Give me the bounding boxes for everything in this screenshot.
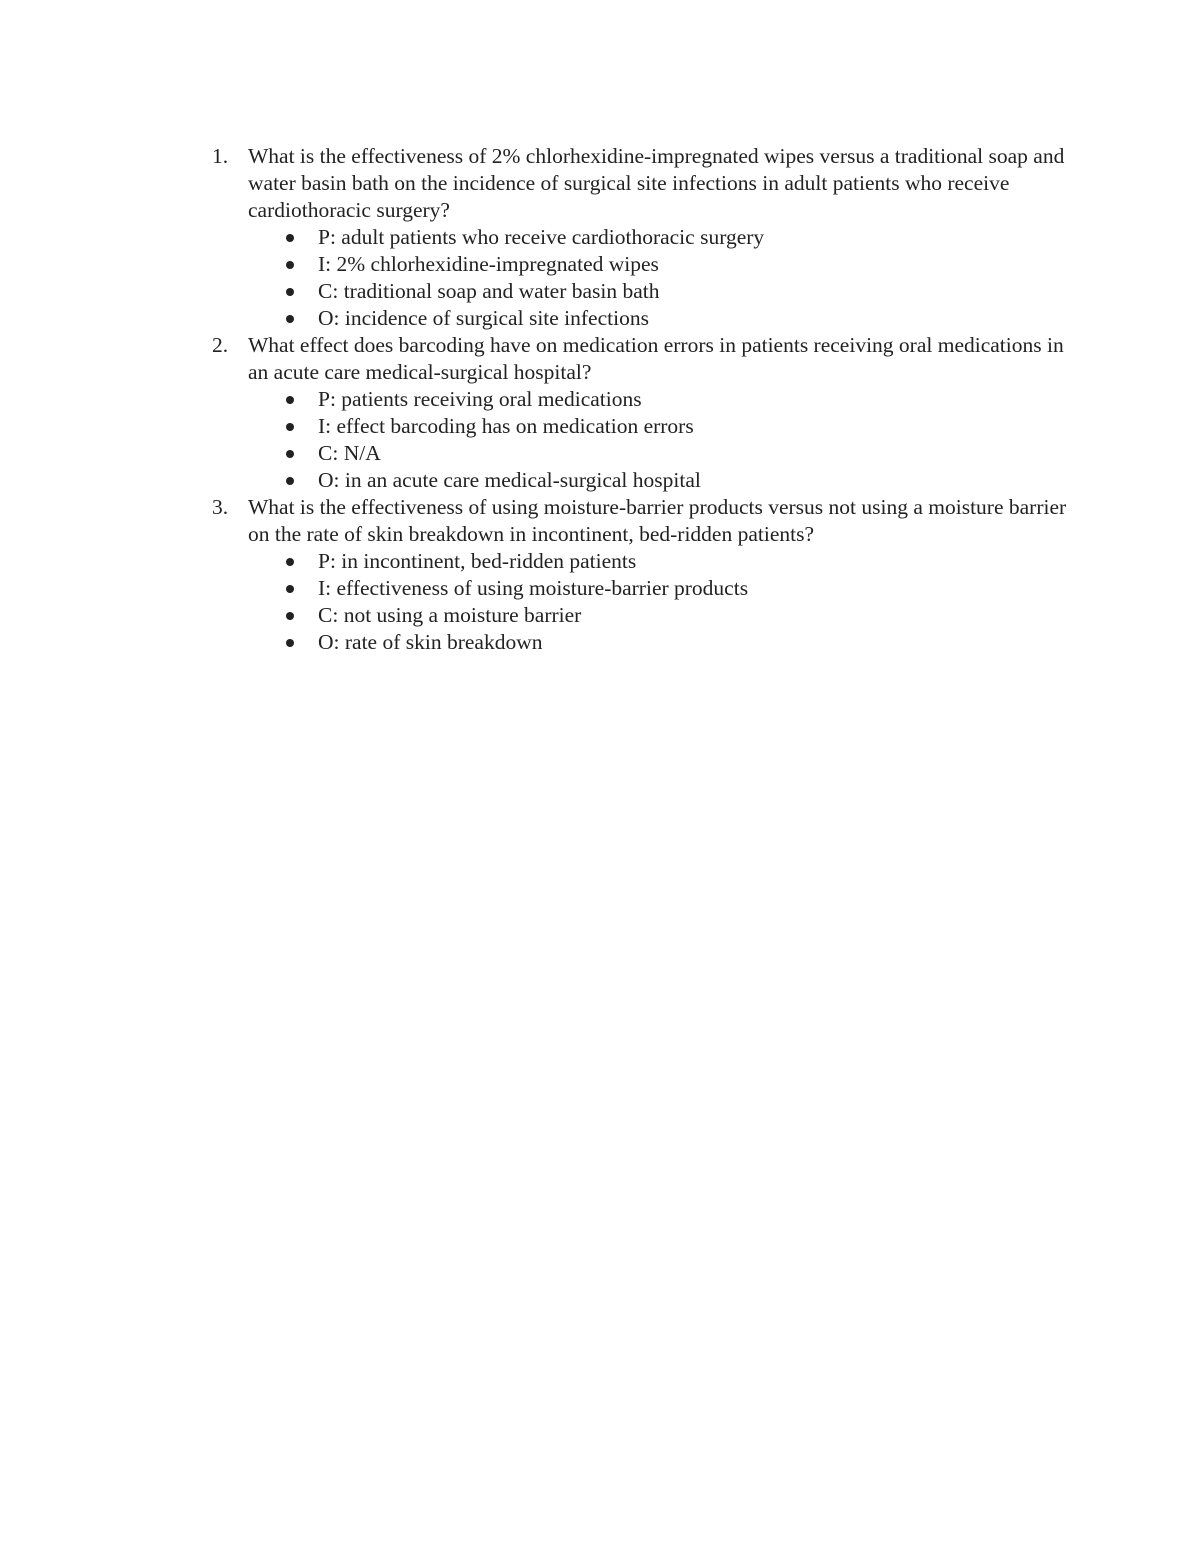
list-item <box>248 548 1082 575</box>
pico-item-text: I: effectiveness of using moisture-barrier products <box>318 576 749 600</box>
pico-item-text: C: traditional soap and water basin bath <box>318 279 660 303</box>
list-item <box>248 224 1082 251</box>
list-item <box>248 575 1082 602</box>
pico-item-text: O: rate of skin breakdown <box>318 630 543 654</box>
bullet-icon <box>286 639 294 647</box>
bullet-icon <box>286 396 294 404</box>
pico-list <box>248 224 1082 332</box>
pico-item-text: C: not using a moisture barrier <box>318 603 582 627</box>
bullet-icon <box>286 288 294 296</box>
pico-item-text: P: patients receiving oral medications <box>318 387 642 411</box>
question-number: 1. <box>212 144 229 168</box>
pico-item-text: O: incidence of surgical site infections <box>318 306 649 330</box>
pico-list <box>248 548 1082 656</box>
bullet-icon <box>286 612 294 620</box>
list-item <box>248 467 1082 494</box>
pico-item-text: O: in an acute care medical-surgical hospital <box>318 468 701 492</box>
bullet-icon <box>286 234 294 242</box>
question-text: What effect does barcoding have on medication errors in patients receiving oral medications in an acute care medical-surgical hospital? <box>248 333 1064 384</box>
list-item <box>248 386 1082 413</box>
question-text: What is the effectiveness of using moisture-barrier products versus not using a moisture barrier on the rate of skin breakdown in incontinent, bed-ridden patients? <box>248 495 1067 546</box>
pico-item-text: P: in incontinent, bed-ridden patients <box>318 549 637 573</box>
bullet-icon <box>286 261 294 269</box>
question-list <box>212 143 1082 656</box>
question-3 <box>212 494 1082 656</box>
pico-item-text: I: effect barcoding has on medication errors <box>318 414 694 438</box>
pico-list <box>248 386 1082 494</box>
pico-item-text: C: N/A <box>318 441 381 465</box>
bullet-icon <box>286 315 294 323</box>
question-1 <box>212 143 1082 332</box>
bullet-icon <box>286 477 294 485</box>
bullet-icon <box>286 423 294 431</box>
bullet-icon <box>286 558 294 566</box>
question-number: 3. <box>212 495 229 519</box>
list-item <box>248 602 1082 629</box>
question-text: What is the effectiveness of 2% chlorhexidine-impregnated wipes versus a traditional soap and water basin bath on the incidence of surgical site infections in adult patients who receive cardiothoracic surgery? <box>248 144 1065 222</box>
list-item <box>248 305 1082 332</box>
list-item <box>248 440 1082 467</box>
question-2 <box>212 332 1082 494</box>
list-item <box>248 278 1082 305</box>
pico-item-text: I: 2% chlorhexidine-impregnated wipes <box>318 252 659 276</box>
list-item <box>248 629 1082 656</box>
question-number: 2. <box>212 333 229 357</box>
list-item <box>248 413 1082 440</box>
bullet-icon <box>286 450 294 458</box>
pico-item-text: P: adult patients who receive cardiothoracic surgery <box>318 225 765 249</box>
bullet-icon <box>286 585 294 593</box>
list-item <box>248 251 1082 278</box>
